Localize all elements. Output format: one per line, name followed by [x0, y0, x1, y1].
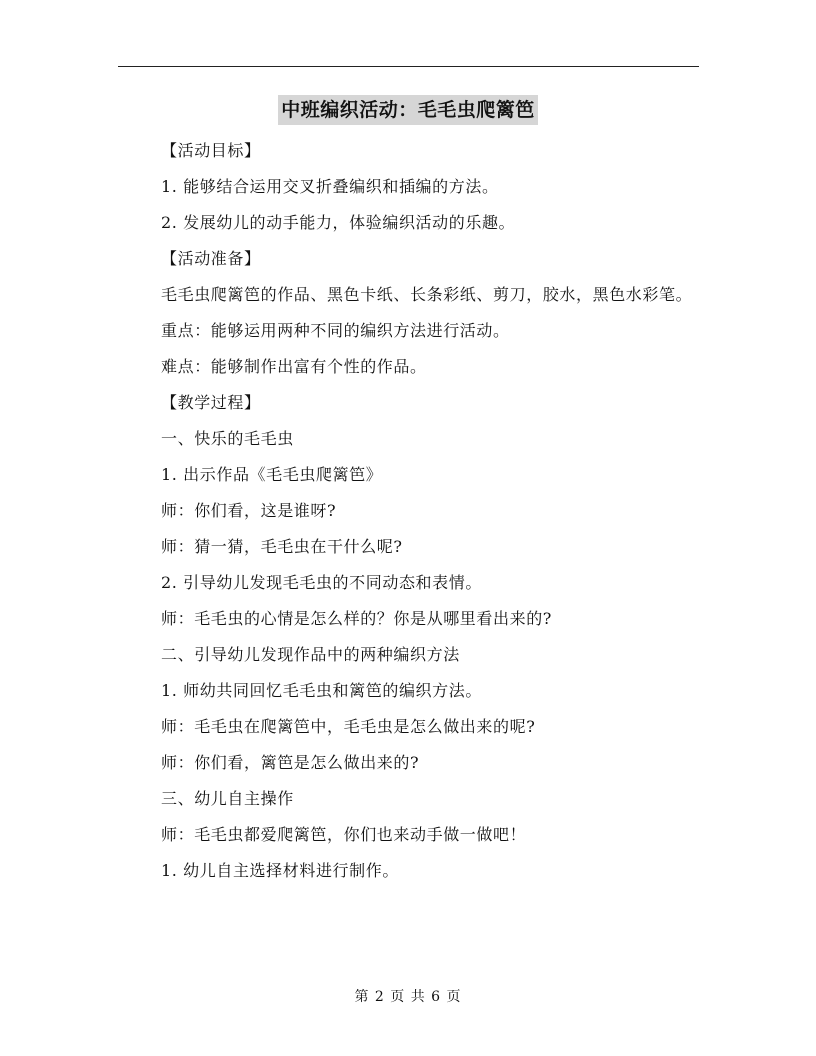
- section-heading-prep: 【活动准备】: [161, 249, 261, 268]
- header-rule: [118, 66, 699, 67]
- goal-item-2: 2. 发展幼儿的动手能力，体验编织活动的乐趣。: [161, 213, 516, 232]
- list-item: 1. 师幼共同回忆毛毛虫和篱笆的编织方法。: [161, 681, 482, 700]
- list-item: 1. 出示作品《毛毛虫爬篱笆》: [161, 465, 383, 484]
- title-container: [0, 95, 816, 125]
- dialogue-line: 师：毛毛虫都爱爬篱笆，你们也来动手做一做吧！: [161, 825, 527, 844]
- section-heading-process: 【教学过程】: [161, 393, 261, 412]
- dialogue-line: 师：毛毛虫的心情是怎么样的？你是从哪里看出来的?: [161, 609, 552, 628]
- dialogue-line: 师：毛毛虫在爬篱笆中，毛毛虫是怎么做出来的呢?: [161, 717, 536, 736]
- difficult-point: 难点：能够制作出富有个性的作品。: [161, 357, 427, 376]
- key-point: 重点：能够运用两种不同的编织方法进行活动。: [161, 321, 510, 340]
- list-item: 2. 引导幼儿发现毛毛虫的不同动态和表情。: [161, 573, 482, 592]
- dialogue-line: 师：你们看，篱笆是怎么做出来的?: [161, 753, 420, 772]
- subsection-2: 二、引导幼儿发现作品中的两种编织方法: [161, 645, 460, 664]
- goal-item-1: 1. 能够结合运用交叉折叠编织和插编的方法。: [161, 177, 499, 196]
- dialogue-line: 师：你们看，这是谁呀?: [161, 501, 337, 520]
- document-body: [118, 133, 698, 889]
- list-item: 1. 幼儿自主选择材料进行制作。: [161, 861, 399, 880]
- page-footer: 第 2 页 共 6 页: [354, 989, 462, 1005]
- page-title: 中班编织活动：毛毛虫爬篱笆: [278, 95, 538, 125]
- dialogue-line: 师：猜一猜，毛毛虫在干什么呢?: [161, 537, 403, 556]
- prep-paragraph: 毛毛虫爬篱笆的作品、黑色卡纸、长条彩纸、剪刀，胶水，黑色水彩笔。: [161, 285, 693, 304]
- subsection-1: 一、快乐的毛毛虫: [161, 429, 294, 448]
- section-heading-goals: 【活动目标】: [161, 141, 261, 160]
- subsection-3: 三、幼儿自主操作: [161, 789, 294, 808]
